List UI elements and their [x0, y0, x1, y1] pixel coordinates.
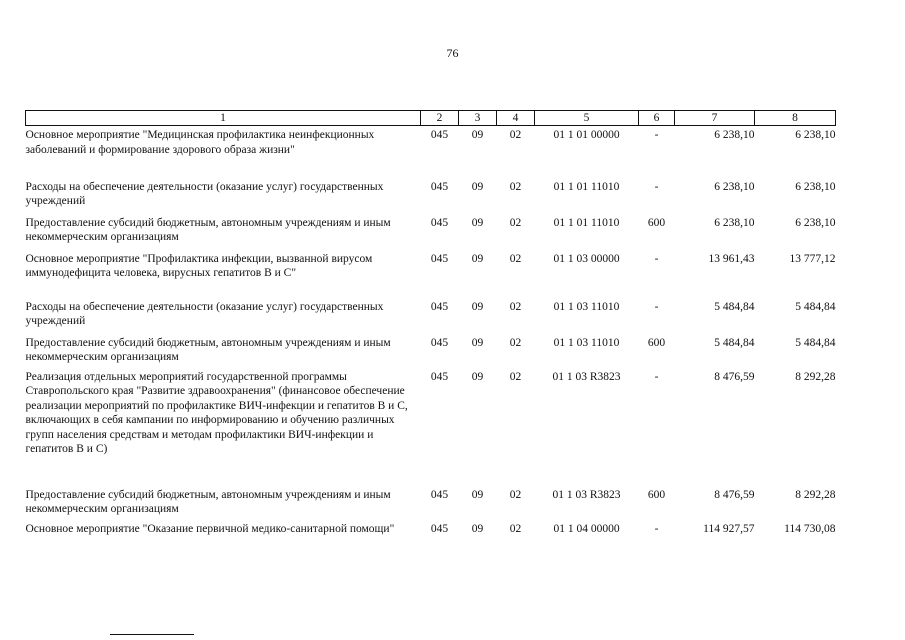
- table-row: [26, 214, 836, 250]
- row-description: Предоставление субсидий бюджетным, автономным учреждениям и иным некоммерческим организациям: [25, 216, 391, 243]
- section-code: 09: [471, 216, 484, 229]
- amount-col7: 6 238,10: [714, 129, 755, 141]
- expense-type-code: -: [654, 252, 659, 265]
- budget-table: [25, 110, 836, 556]
- target-article-code: 01 1 03 00000: [553, 252, 620, 265]
- section-code: 09: [471, 522, 484, 535]
- column-header-2: 2: [421, 111, 459, 126]
- section-code: 09: [471, 370, 484, 383]
- ministry-code: 045: [430, 522, 449, 535]
- amount-col8: 6 238,10: [795, 216, 836, 229]
- amount-col7: 5 484,84: [714, 336, 755, 349]
- table-row: [26, 486, 836, 520]
- subsection-code: 02: [509, 252, 522, 265]
- section-code: 09: [471, 488, 484, 501]
- amount-col8: 5 484,84: [795, 336, 836, 349]
- section-code: 09: [471, 180, 484, 193]
- page-number: 76: [446, 46, 459, 60]
- target-article-code: 01 1 03 R3823: [552, 488, 621, 501]
- row-description: Предоставление субсидий бюджетным, автономным учреждениям и иным некоммерческим организациям: [25, 336, 391, 363]
- row-description: Расходы на обеспечение деятельности (оказание услуг) государственных учреждений: [25, 300, 384, 327]
- section-code: 09: [471, 129, 484, 141]
- expense-type-code: -: [654, 129, 659, 141]
- subsection-code: 02: [509, 129, 522, 141]
- amount-col8: 114 730,08: [784, 522, 836, 535]
- expense-type-code: 600: [647, 488, 666, 501]
- amount-col7: 13 961,43: [708, 252, 755, 265]
- expense-type-code: -: [654, 370, 659, 383]
- column-header-7: 7: [675, 111, 755, 126]
- table-header-row: [26, 111, 836, 126]
- ministry-code: 045: [430, 300, 449, 313]
- table-row: [26, 298, 836, 334]
- ministry-code: 045: [430, 216, 449, 229]
- amount-col8: 6 238,10: [795, 129, 836, 141]
- table-row: [26, 126, 836, 178]
- amount-col7: 8 476,59: [714, 488, 755, 501]
- amount-col8: 8 292,28: [795, 370, 836, 383]
- amount-col7: 8 476,59: [714, 370, 755, 383]
- amount-col8: 5 484,84: [795, 300, 836, 313]
- subsection-code: 02: [509, 180, 522, 193]
- target-article-code: 01 1 01 11010: [553, 216, 620, 229]
- table-row: [26, 250, 836, 298]
- expense-type-code: 600: [647, 216, 666, 229]
- subsection-code: 02: [509, 370, 522, 383]
- ministry-code: 045: [430, 336, 449, 349]
- target-article-code: 01 1 01 00000: [553, 129, 620, 141]
- target-article-code: 01 1 01 11010: [553, 180, 620, 193]
- column-header-4: 4: [497, 111, 535, 126]
- row-description: Основное мероприятие "Медицинская профилактика неинфекционных заболеваний и формирование здорового образа жизни": [25, 129, 375, 156]
- expense-type-code: -: [654, 522, 659, 535]
- section-code: 09: [471, 252, 484, 265]
- table-row: [26, 368, 836, 486]
- table-row: [26, 334, 836, 368]
- amount-col8: 6 238,10: [795, 180, 836, 193]
- column-header-8: 8: [755, 111, 836, 126]
- footnote-divider: [110, 634, 194, 635]
- column-header-3: 3: [459, 111, 497, 126]
- amount-col8: 8 292,28: [795, 488, 836, 501]
- row-description: Предоставление субсидий бюджетным, автономным учреждениям и иным некоммерческим организациям: [25, 488, 391, 515]
- target-article-code: 01 1 03 11010: [553, 300, 620, 313]
- ministry-code: 045: [430, 488, 449, 501]
- expense-type-code: 600: [647, 336, 666, 349]
- subsection-code: 02: [509, 300, 522, 313]
- row-description: Основное мероприятие "Оказание первичной медико-санитарной помощи": [25, 522, 395, 535]
- amount-col7: 114 927,57: [703, 522, 755, 535]
- row-description: Расходы на обеспечение деятельности (оказание услуг) государственных учреждений: [25, 180, 384, 207]
- subsection-code: 02: [509, 216, 522, 229]
- target-article-code: 01 1 03 R3823: [552, 370, 621, 383]
- amount-col7: 6 238,10: [714, 216, 755, 229]
- row-description: Основное мероприятие "Профилактика инфекции, вызванной вирусом иммунодефицита человека, вирусных гепатитов В и С": [25, 252, 373, 279]
- section-code: 09: [471, 336, 484, 349]
- ministry-code: 045: [430, 129, 449, 141]
- column-header-5: 5: [535, 111, 639, 126]
- subsection-code: 02: [509, 336, 522, 349]
- amount-col7: 5 484,84: [714, 300, 755, 313]
- ministry-code: 045: [430, 252, 449, 265]
- expense-type-code: -: [654, 180, 659, 193]
- table-row: [26, 178, 836, 214]
- subsection-code: 02: [509, 488, 522, 501]
- ministry-code: 045: [430, 180, 449, 193]
- amount-col8: 13 777,12: [789, 252, 836, 265]
- column-header-1: 1: [26, 111, 421, 126]
- table-row: [26, 520, 836, 556]
- row-description: Реализация отдельных мероприятий государственной программы Ставропольского края "Развитие здравоохранения" (финансовое обеспечение реализации мероприятий по профилактике ВИЧ-инфекции и гепатитов В и С, включающих в себя кампании по информированию и обучению различных групп населения средствам и методам профилактики ВИЧ-инфекции и гепатитов В и С): [25, 370, 408, 455]
- amount-col7: 6 238,10: [714, 180, 755, 193]
- subsection-code: 02: [509, 522, 522, 535]
- ministry-code: 045: [430, 370, 449, 383]
- expense-type-code: -: [654, 300, 659, 313]
- target-article-code: 01 1 04 00000: [553, 522, 620, 535]
- column-header-6: 6: [639, 111, 675, 126]
- target-article-code: 01 1 03 11010: [553, 336, 620, 349]
- section-code: 09: [471, 300, 484, 313]
